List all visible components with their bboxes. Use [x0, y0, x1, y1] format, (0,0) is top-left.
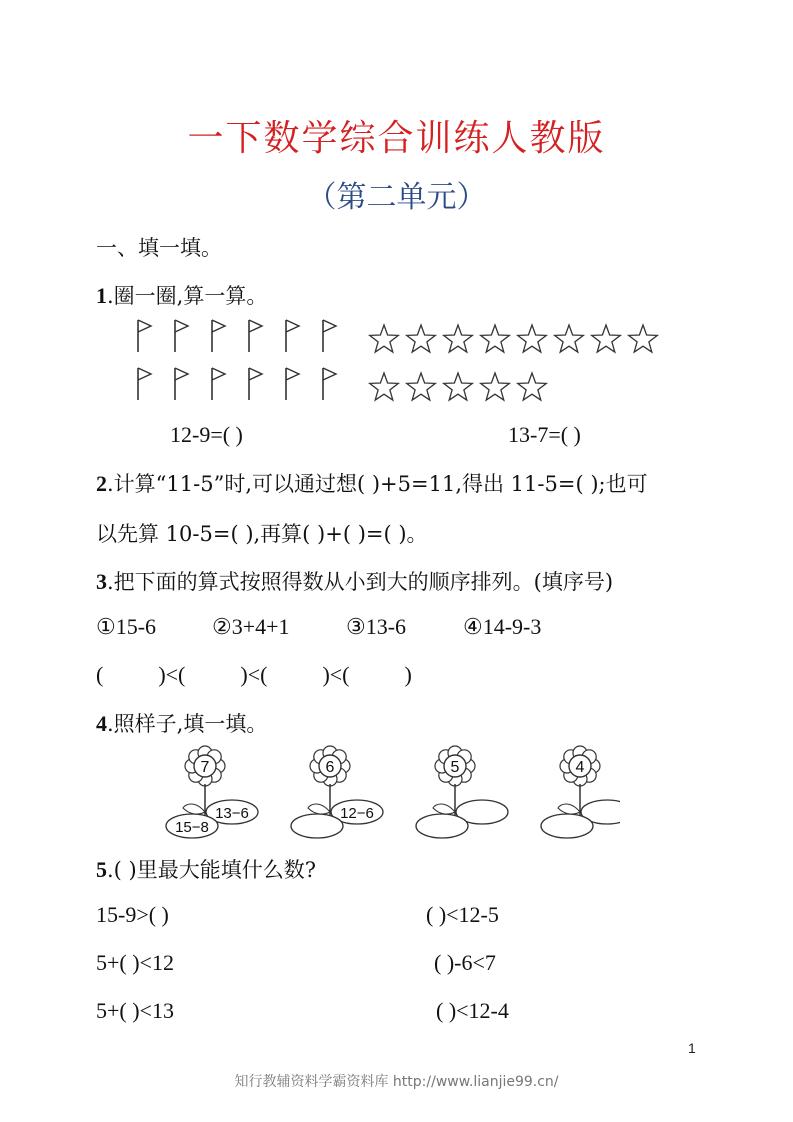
- star-icon: [444, 325, 473, 352]
- q3-order-blanks: ( )<( )<( )<( ): [96, 662, 412, 687]
- flower-group: [166, 746, 620, 838]
- q3-item-2: ②3+4+1: [212, 614, 290, 639]
- flag-icon: [323, 320, 336, 352]
- question-2-line-1: [96, 468, 648, 498]
- flag-icon: [175, 368, 188, 400]
- star-row-1: [370, 325, 658, 352]
- flag-row-2: [138, 368, 336, 400]
- q5-row-3-right: ( )<12-4: [436, 998, 509, 1023]
- q3-item-1: ①15-6: [96, 614, 157, 639]
- flag-icon: [138, 368, 151, 400]
- star-icon: [555, 325, 584, 352]
- leaf-left-label: 15−8: [175, 819, 209, 836]
- star-icon: [444, 373, 473, 400]
- question-4-number: 4: [96, 711, 107, 736]
- star-icon: [481, 325, 510, 352]
- flag-icon: [212, 368, 225, 400]
- question-5-text: .( )里最大能填什么数?: [107, 858, 316, 882]
- q1-equation-right: 13-7=( ): [508, 422, 581, 447]
- question-2-text-1: .计算“11-5”时,可以通过想( )+5=11,得出 11-5=( );也可: [107, 472, 648, 496]
- section-heading: 一、填一填。: [96, 236, 222, 260]
- star-row-2: [370, 373, 547, 400]
- leaf-left-ellipse: [541, 814, 593, 838]
- leaf-left-ellipse: [416, 814, 468, 838]
- flower-center-number: 6: [325, 759, 335, 776]
- q3-item-3: ③13-6: [346, 614, 407, 639]
- footer-watermark: 知行教辅资料学霸资料库 http://www.lianjie99.cn/: [234, 1074, 559, 1090]
- q5-row-1-right: ( )<12-5: [426, 902, 499, 927]
- q5-row-1-left: 15-9>( ): [96, 902, 169, 927]
- star-icon: [629, 325, 658, 352]
- q5-row-3-left: 5+( )<13: [96, 998, 174, 1023]
- question-1-number: 1: [96, 283, 107, 308]
- question-5-number: 5: [96, 857, 107, 882]
- question-5: [96, 854, 316, 884]
- question-2-number: 2: [96, 471, 107, 496]
- question-4-text: .照样子,填一填。: [107, 712, 268, 736]
- flowers-figure: [160, 742, 620, 842]
- flag-icon: [138, 320, 151, 352]
- question-3: [96, 566, 613, 596]
- flower-center-number: 7: [200, 759, 210, 776]
- star-icon: [370, 325, 399, 352]
- star-icon: [407, 373, 436, 400]
- page-number: 1: [688, 1040, 696, 1056]
- flag-row-1: [138, 320, 336, 352]
- flower-icon: [166, 746, 258, 838]
- star-icon: [518, 373, 547, 400]
- flag-icon: [286, 320, 299, 352]
- question-1: [96, 280, 267, 310]
- page-title: 一下数学综合训练人教版: [187, 118, 606, 159]
- question-2-line-2: 以先算 10-5=( ),再算( )+( )=( )。: [96, 522, 428, 546]
- star-icon: [481, 373, 510, 400]
- leaf-left-ellipse: [291, 814, 343, 838]
- q5-row-2-right: ( )-6<7: [434, 950, 496, 975]
- leaf-right-label: 12−6: [340, 805, 374, 822]
- star-icon: [592, 325, 621, 352]
- flags-stars-figure: [130, 316, 670, 412]
- star-icon: [518, 325, 547, 352]
- flower-icon: [291, 746, 383, 838]
- q3-item-4: ④14-9-3: [463, 614, 542, 639]
- q1-equation-left: 12-9=( ): [170, 422, 243, 447]
- flag-icon: [249, 320, 262, 352]
- flower-icon: [541, 746, 620, 838]
- flag-icon: [286, 368, 299, 400]
- flag-icon: [175, 320, 188, 352]
- question-1-text: .圈一圈,算一算。: [107, 284, 268, 308]
- flag-icon: [212, 320, 225, 352]
- star-icon: [370, 373, 399, 400]
- flag-icon: [323, 368, 336, 400]
- question-3-number: 3: [96, 569, 107, 594]
- flower-icon: [416, 746, 508, 838]
- question-3-text: .把下面的算式按照得数从小到大的顺序排列。(填序号): [107, 570, 614, 594]
- page-subtitle: （第二单元）: [306, 180, 487, 215]
- q5-row-2-left: 5+( )<12: [96, 950, 174, 975]
- flower-center-number: 4: [575, 759, 585, 776]
- star-icon: [407, 325, 436, 352]
- flower-center-number: 5: [450, 759, 460, 776]
- question-4: [96, 708, 267, 738]
- leaf-right-label: 13−6: [215, 805, 249, 822]
- flag-icon: [249, 368, 262, 400]
